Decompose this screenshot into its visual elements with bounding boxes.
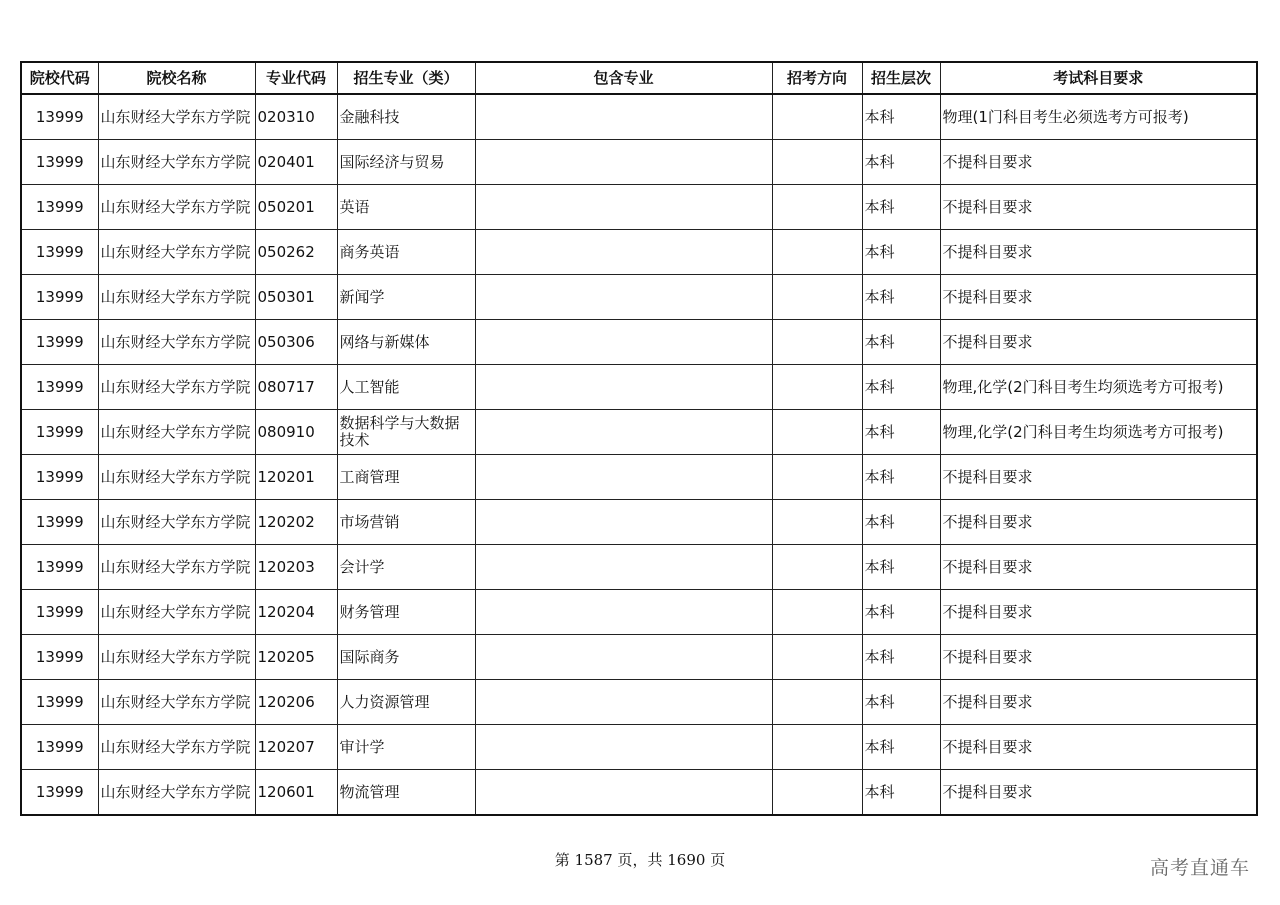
table-row xyxy=(21,545,1257,590)
table-header-row xyxy=(21,62,1257,94)
direction-cell xyxy=(772,275,862,320)
subject-requirements-cell: 不提科目要求 xyxy=(940,635,1257,680)
table-row xyxy=(21,455,1257,500)
included-majors-cell xyxy=(475,365,772,410)
school-code-cell: 13999 xyxy=(21,725,98,770)
page-number: 第 1587 页，共 1690 页 xyxy=(554,851,726,869)
major-cell: 人力资源管理 xyxy=(337,680,475,725)
major-cell: 国际商务 xyxy=(337,635,475,680)
school-code-cell: 13999 xyxy=(21,140,98,185)
major-cell: 新闻学 xyxy=(337,275,475,320)
level-cell: 本科 xyxy=(862,140,940,185)
included-majors-cell xyxy=(475,770,772,816)
level-cell: 本科 xyxy=(862,320,940,365)
included-majors-cell xyxy=(475,590,772,635)
major-cell: 商务英语 xyxy=(337,230,475,275)
school-code-cell: 13999 xyxy=(21,635,98,680)
major-cell: 工商管理 xyxy=(337,455,475,500)
major-code-cell: 120204 xyxy=(255,590,337,635)
school-code-cell: 13999 xyxy=(21,94,98,140)
major-cell: 数据科学与大数据技术 xyxy=(337,410,475,455)
major-code-cell: 120206 xyxy=(255,680,337,725)
major-code-cell: 120205 xyxy=(255,635,337,680)
major-code-cell: 120202 xyxy=(255,500,337,545)
level-cell: 本科 xyxy=(862,455,940,500)
major-code-cell: 080910 xyxy=(255,410,337,455)
major-cell: 财务管理 xyxy=(337,590,475,635)
subject-requirements-cell: 不提科目要求 xyxy=(940,455,1257,500)
included-majors-cell xyxy=(475,635,772,680)
level-cell: 本科 xyxy=(862,275,940,320)
direction-cell xyxy=(772,500,862,545)
subject-requirements-cell: 不提科目要求 xyxy=(940,140,1257,185)
major-code-cell: 050201 xyxy=(255,185,337,230)
major-cell: 市场营销 xyxy=(337,500,475,545)
direction-cell xyxy=(772,230,862,275)
major-cell: 金融科技 xyxy=(337,94,475,140)
header-included-majors: 包含专业 xyxy=(475,62,772,94)
direction-cell xyxy=(772,140,862,185)
major-cell: 网络与新媒体 xyxy=(337,320,475,365)
subject-requirements-cell: 不提科目要求 xyxy=(940,770,1257,816)
header-subject-requirements: 考试科目要求 xyxy=(940,62,1257,94)
direction-cell xyxy=(772,185,862,230)
direction-cell xyxy=(772,770,862,816)
major-code-cell: 120207 xyxy=(255,725,337,770)
included-majors-cell xyxy=(475,455,772,500)
major-cell: 物流管理 xyxy=(337,770,475,816)
direction-cell xyxy=(772,545,862,590)
subject-requirements-cell: 不提科目要求 xyxy=(940,230,1257,275)
level-cell: 本科 xyxy=(862,680,940,725)
subject-requirements-cell: 不提科目要求 xyxy=(940,275,1257,320)
school-name-cell: 山东财经大学东方学院 xyxy=(98,275,255,320)
level-cell: 本科 xyxy=(862,545,940,590)
level-cell: 本科 xyxy=(862,230,940,275)
included-majors-cell xyxy=(475,140,772,185)
school-name-cell: 山东财经大学东方学院 xyxy=(98,635,255,680)
major-cell: 英语 xyxy=(337,185,475,230)
header-level: 招生层次 xyxy=(862,62,940,94)
major-code-cell: 050301 xyxy=(255,275,337,320)
table-row xyxy=(21,770,1257,816)
table-body xyxy=(21,94,1257,815)
level-cell: 本科 xyxy=(862,590,940,635)
included-majors-cell xyxy=(475,500,772,545)
school-name-cell: 山东财经大学东方学院 xyxy=(98,365,255,410)
direction-cell xyxy=(772,320,862,365)
school-name-cell: 山东财经大学东方学院 xyxy=(98,230,255,275)
major-code-cell: 050306 xyxy=(255,320,337,365)
school-name-cell: 山东财经大学东方学院 xyxy=(98,140,255,185)
table-row xyxy=(21,590,1257,635)
header-major: 招生专业（类） xyxy=(337,62,475,94)
header-school-name: 院校名称 xyxy=(98,62,255,94)
subject-requirements-cell: 物理,化学(2门科目考生均须选考方可报考) xyxy=(940,410,1257,455)
school-code-cell: 13999 xyxy=(21,365,98,410)
table-row xyxy=(21,230,1257,275)
table-row xyxy=(21,185,1257,230)
subject-requirements-cell: 物理,化学(2门科目考生均须选考方可报考) xyxy=(940,365,1257,410)
school-name-cell: 山东财经大学东方学院 xyxy=(98,770,255,816)
school-code-cell: 13999 xyxy=(21,230,98,275)
major-code-cell: 020401 xyxy=(255,140,337,185)
included-majors-cell xyxy=(475,230,772,275)
major-code-cell: 120601 xyxy=(255,770,337,816)
level-cell: 本科 xyxy=(862,725,940,770)
table-row xyxy=(21,94,1257,140)
table-row xyxy=(21,410,1257,455)
major-code-cell: 050262 xyxy=(255,230,337,275)
major-cell: 审计学 xyxy=(337,725,475,770)
major-code-cell: 120201 xyxy=(255,455,337,500)
included-majors-cell xyxy=(475,275,772,320)
direction-cell xyxy=(772,94,862,140)
level-cell: 本科 xyxy=(862,500,940,545)
table-row xyxy=(21,275,1257,320)
table-row xyxy=(21,725,1257,770)
subject-requirements-cell: 不提科目要求 xyxy=(940,185,1257,230)
header-direction: 招考方向 xyxy=(772,62,862,94)
school-code-cell: 13999 xyxy=(21,410,98,455)
included-majors-cell xyxy=(475,185,772,230)
header-major-code: 专业代码 xyxy=(255,62,337,94)
level-cell: 本科 xyxy=(862,185,940,230)
subject-requirements-cell: 不提科目要求 xyxy=(940,680,1257,725)
direction-cell xyxy=(772,365,862,410)
included-majors-cell xyxy=(475,545,772,590)
school-name-cell: 山东财经大学东方学院 xyxy=(98,590,255,635)
major-cell: 人工智能 xyxy=(337,365,475,410)
level-cell: 本科 xyxy=(862,770,940,816)
subject-requirements-cell: 不提科目要求 xyxy=(940,725,1257,770)
subject-requirements-cell: 不提科目要求 xyxy=(940,545,1257,590)
school-code-cell: 13999 xyxy=(21,275,98,320)
direction-cell xyxy=(772,680,862,725)
included-majors-cell xyxy=(475,725,772,770)
school-code-cell: 13999 xyxy=(21,590,98,635)
subject-requirements-cell: 不提科目要求 xyxy=(940,590,1257,635)
school-code-cell: 13999 xyxy=(21,545,98,590)
direction-cell xyxy=(772,725,862,770)
header-school-code: 院校代码 xyxy=(21,62,98,94)
included-majors-cell xyxy=(475,680,772,725)
major-cell: 会计学 xyxy=(337,545,475,590)
level-cell: 本科 xyxy=(862,365,940,410)
included-majors-cell xyxy=(475,94,772,140)
school-code-cell: 13999 xyxy=(21,185,98,230)
table-row xyxy=(21,635,1257,680)
school-name-cell: 山东财经大学东方学院 xyxy=(98,500,255,545)
school-name-cell: 山东财经大学东方学院 xyxy=(98,94,255,140)
admission-table xyxy=(20,61,1258,816)
table-row xyxy=(21,140,1257,185)
school-name-cell: 山东财经大学东方学院 xyxy=(98,725,255,770)
school-name-cell: 山东财经大学东方学院 xyxy=(98,410,255,455)
direction-cell xyxy=(772,455,862,500)
school-code-cell: 13999 xyxy=(21,680,98,725)
school-name-cell: 山东财经大学东方学院 xyxy=(98,680,255,725)
school-name-cell: 山东财经大学东方学院 xyxy=(98,320,255,365)
included-majors-cell xyxy=(475,320,772,365)
school-name-cell: 山东财经大学东方学院 xyxy=(98,545,255,590)
included-majors-cell xyxy=(475,410,772,455)
watermark-text: 高考直通车 xyxy=(1149,857,1250,879)
table-row xyxy=(21,680,1257,725)
school-name-cell: 山东财经大学东方学院 xyxy=(98,455,255,500)
subject-requirements-cell: 不提科目要求 xyxy=(940,320,1257,365)
level-cell: 本科 xyxy=(862,635,940,680)
direction-cell xyxy=(772,410,862,455)
direction-cell xyxy=(772,590,862,635)
school-code-cell: 13999 xyxy=(21,500,98,545)
major-cell: 国际经济与贸易 xyxy=(337,140,475,185)
school-code-cell: 13999 xyxy=(21,455,98,500)
table-row xyxy=(21,365,1257,410)
major-code-cell: 080717 xyxy=(255,365,337,410)
table-row xyxy=(21,500,1257,545)
subject-requirements-cell: 不提科目要求 xyxy=(940,500,1257,545)
table-row xyxy=(21,320,1257,365)
school-code-cell: 13999 xyxy=(21,770,98,816)
major-code-cell: 120203 xyxy=(255,545,337,590)
level-cell: 本科 xyxy=(862,94,940,140)
school-name-cell: 山东财经大学东方学院 xyxy=(98,185,255,230)
level-cell: 本科 xyxy=(862,410,940,455)
subject-requirements-cell: 物理(1门科目考生必须选考方可报考) xyxy=(940,94,1257,140)
school-code-cell: 13999 xyxy=(21,320,98,365)
major-code-cell: 020310 xyxy=(255,94,337,140)
direction-cell xyxy=(772,635,862,680)
